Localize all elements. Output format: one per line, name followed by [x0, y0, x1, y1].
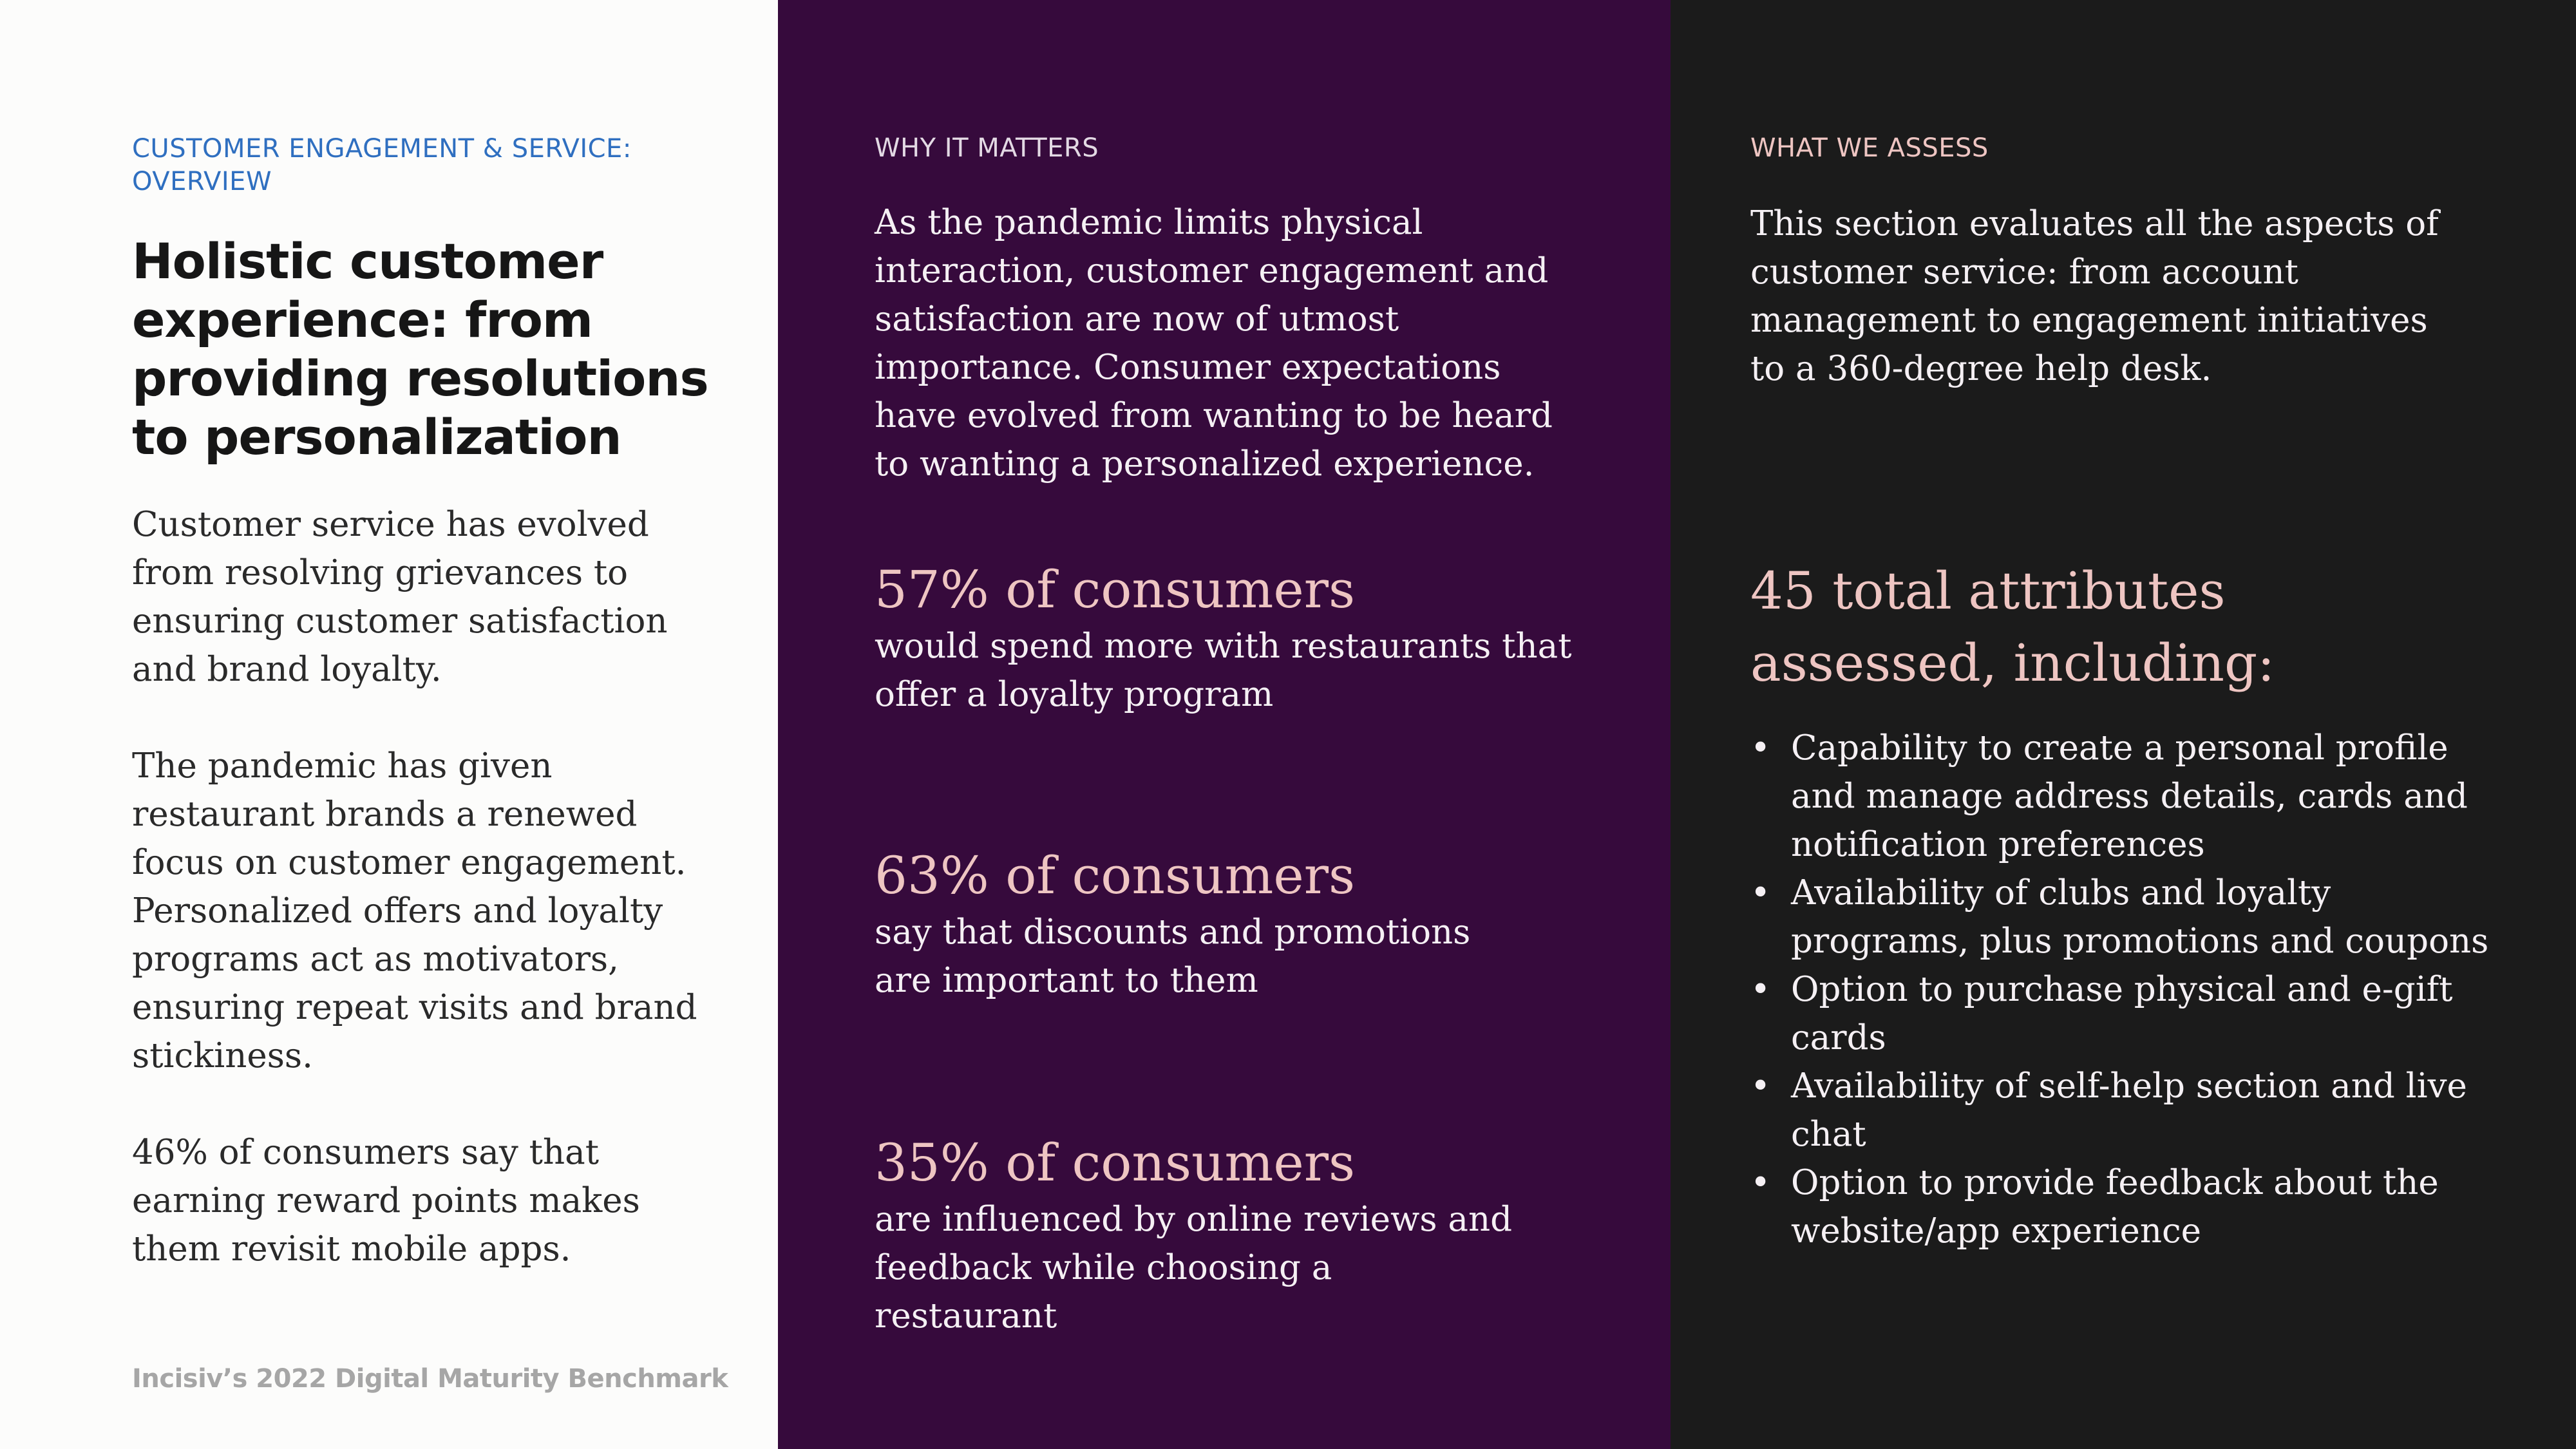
what-we-assess-eyebrow: WHAT WE ASSESS: [1750, 133, 1989, 163]
list-item: [1750, 869, 2497, 965]
list-item-text: Capability to create a personal profile and manage address details, cards and notification preferences: [1791, 728, 2468, 864]
list-item-text: Option to purchase physical and e-gift cards: [1791, 970, 2453, 1057]
list-item-text: Availability of clubs and loyalty programs, plus promotions and coupons: [1791, 873, 2489, 961]
why-it-matters-column: [778, 0, 1671, 1449]
what-we-assess-intro: This section evaluates all the aspects of customer service: from account management to engagement initiatives to a 360-degree help desk.: [1750, 204, 2439, 388]
stat-description: are influenced by online reviews and feedback while choosing a restaurant: [875, 1200, 1513, 1336]
what-we-assess-column: [1671, 0, 2576, 1449]
page-title: Holistic customer experience: from providing resolutions to personalization: [132, 232, 708, 466]
list-item-text: Availability of self-help section and live chat: [1791, 1066, 2467, 1154]
list-item: [1750, 1062, 2497, 1159]
why-it-matters-eyebrow: WHY IT MATTERS: [875, 133, 1099, 163]
attributes-list: [1750, 724, 2497, 1255]
bullet-icon: •: [1750, 728, 1771, 768]
bullet-icon: •: [1750, 1163, 1771, 1202]
section-eyebrow: CUSTOMER ENGAGEMENT & SERVICE: OVERVIEW: [132, 134, 632, 196]
overview-paragraph: Customer service has evolved from resolving grievances to ensuring customer satisfaction and brand loyalty.: [132, 505, 668, 689]
list-item: [1750, 1159, 2497, 1255]
list-item-text: Option to provide feedback about the website/app experience: [1791, 1163, 2439, 1251]
stat-headline: 63% of consumers: [875, 846, 1356, 905]
footer-source: Incisiv’s 2022 Digital Maturity Benchmark: [132, 1364, 728, 1394]
bullet-icon: •: [1750, 1066, 1771, 1106]
stat-description: say that discounts and promotions are important to them: [875, 913, 1471, 1000]
why-it-matters-intro: As the pandemic limits physical interaction, customer engagement and satisfaction are now of utmost importance. Consumer expectations have evolved from wanting to be heard to wanting a personalized experience.: [875, 203, 1553, 484]
bullet-icon: •: [1750, 970, 1771, 1009]
stat-description: would spend more with restaurants that offer a loyalty program: [875, 627, 1572, 714]
overview-column: [0, 0, 778, 1449]
list-item: [1750, 724, 2497, 869]
stat-block: [875, 844, 1609, 1005]
bullet-icon: •: [1750, 873, 1771, 913]
overview-paragraph: 46% of consumers say that earning reward points makes them revisit mobile apps.: [132, 1133, 640, 1269]
stat-headline: 57% of consumers: [875, 560, 1356, 620]
attributes-heading: 45 total attributes assessed, including:: [1750, 561, 2275, 693]
stat-block: [875, 558, 1609, 719]
list-item: [1750, 965, 2497, 1062]
overview-body: [132, 500, 724, 1321]
overview-paragraph: The pandemic has given restaurant brands a renewed focus on customer engagement. Personalized offers and loyalty programs act as motivators, ensuring repeat visits and brand stickiness.: [132, 746, 697, 1075]
stat-headline: 35% of consumers: [875, 1133, 1356, 1193]
stat-block: [875, 1131, 1609, 1340]
